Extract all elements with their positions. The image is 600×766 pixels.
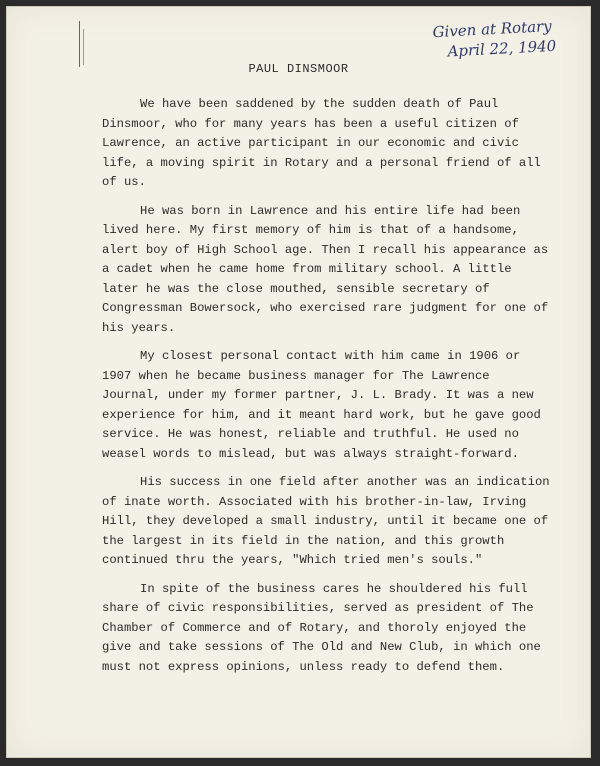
paragraph: In spite of the business cares he shouldered his full share of civic responsibilities, served as president of The Chamber of Commerce and of Rotary, and thoroly enjoyed the give and take sessions of The Old and New Club, in which one must not express opinions, unless ready to defend them. — [102, 581, 541, 674]
margin-mark — [83, 29, 84, 65]
handwritten-annotation — [432, 16, 557, 62]
paragraph: He was born in Lawrence and his entire life had been lived here. My first memory of him is that of a handsome, alert boy of High School age. Then I recall his appearance as a cadet when he came home from military school. A little later he was the close mouthed, sensible secretary of Congressman Bowersock, who exercised rare judgment for one of his years. — [102, 203, 549, 335]
paragraph: We have been saddened by the sudden death of Paul Dinsmoor, who for many years has been a useful citizen of Lawrence, an active participant in our economic and civic life, a moving spirit in Rotary and a personal friend of all of us. — [102, 97, 541, 189]
page-title: PAUL DINSMOOR — [248, 62, 349, 76]
document-page — [6, 6, 591, 758]
document-body — [102, 95, 552, 677]
paragraph: My closest personal contact with him came in 1906 or 1907 when he became business manager for The Lawrence Journal, under my former partner, J. L. Brady. It was a new experience for him, and it meant hard work, but he gave good service. He was honest, reliable and truthful. He used no weasel words to mislead, but was always straight-forward. — [102, 349, 541, 461]
annotation-date: April 22, 1940 — [447, 36, 557, 61]
paragraph: His success in one field after another was an indication of inate worth. Associated with his brother-in-law, Irving Hill, they developed a small industry, until it became one of the largest in its field in the nation, and this growth continued thru the years, "Which tried men's souls." — [102, 475, 550, 567]
annotation-line: Given at Rotary — [432, 16, 553, 42]
margin-mark — [79, 21, 80, 67]
